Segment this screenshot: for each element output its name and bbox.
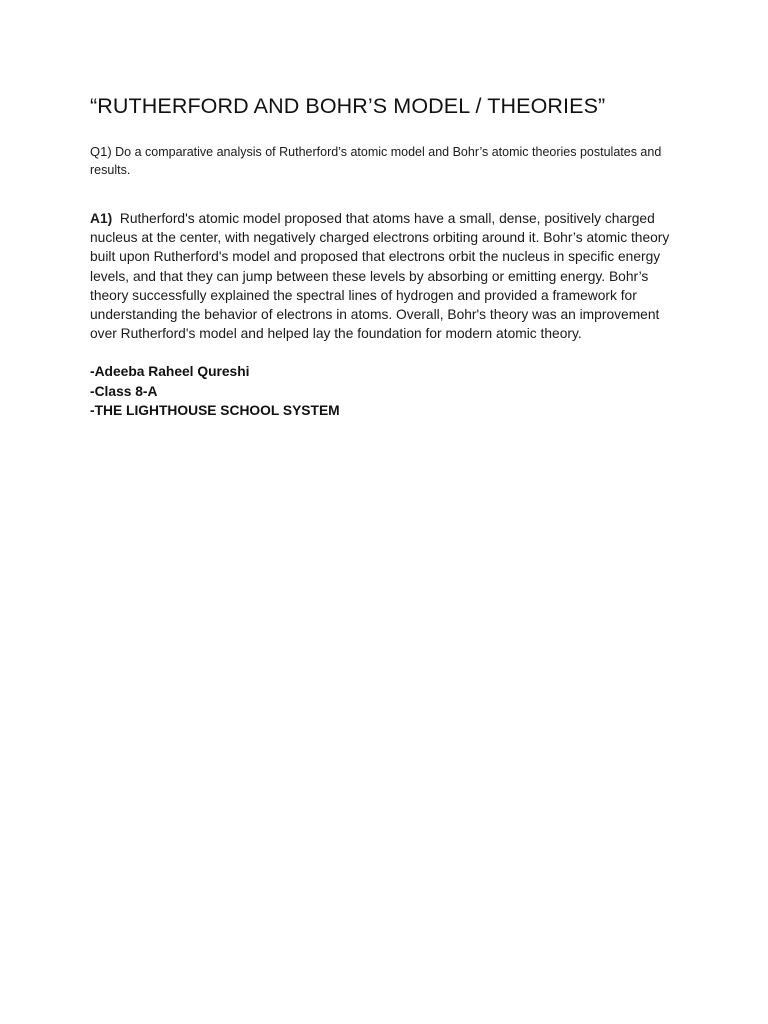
signature-block bbox=[90, 362, 680, 420]
student-name: -Adeeba Raheel Qureshi bbox=[90, 364, 250, 380]
student-class: -Class 8-A bbox=[90, 383, 158, 399]
question-text: Do a comparative analysis of Rutherford’s atomic model and Bohr’s atomic theories postulates and results. bbox=[90, 145, 662, 177]
answer-label: A1) bbox=[90, 211, 113, 226]
question-label: Q1) bbox=[90, 144, 112, 159]
school-name: -THE LIGHTHOUSE SCHOOL SYSTEM bbox=[90, 402, 340, 418]
answer-text: Rutherford's atomic model proposed that atoms have a small, dense, positively charged nucleus at the center, with negatively charged electrons orbiting around it. Bohr’s atomic theory built upon Rutherford's model and proposed that electrons orbit the nucleus in specific energy levels, and that they can jump between these levels by absorbing or emitting energy. Bohr’s theory successfully explained the spectral lines of hydrogen and provided a framework for understanding the behavior of electrons in atoms. Overall, Bohr's theory was an improvement over Rutherford's model and helped lay the foundation for modern atomic theory. bbox=[90, 211, 670, 342]
document-content bbox=[90, 92, 680, 420]
answer-paragraph bbox=[90, 209, 680, 343]
document-title: “RUTHERFORD AND BOHR’S MODEL / THEORIES” bbox=[90, 94, 606, 118]
question-paragraph bbox=[90, 143, 680, 179]
